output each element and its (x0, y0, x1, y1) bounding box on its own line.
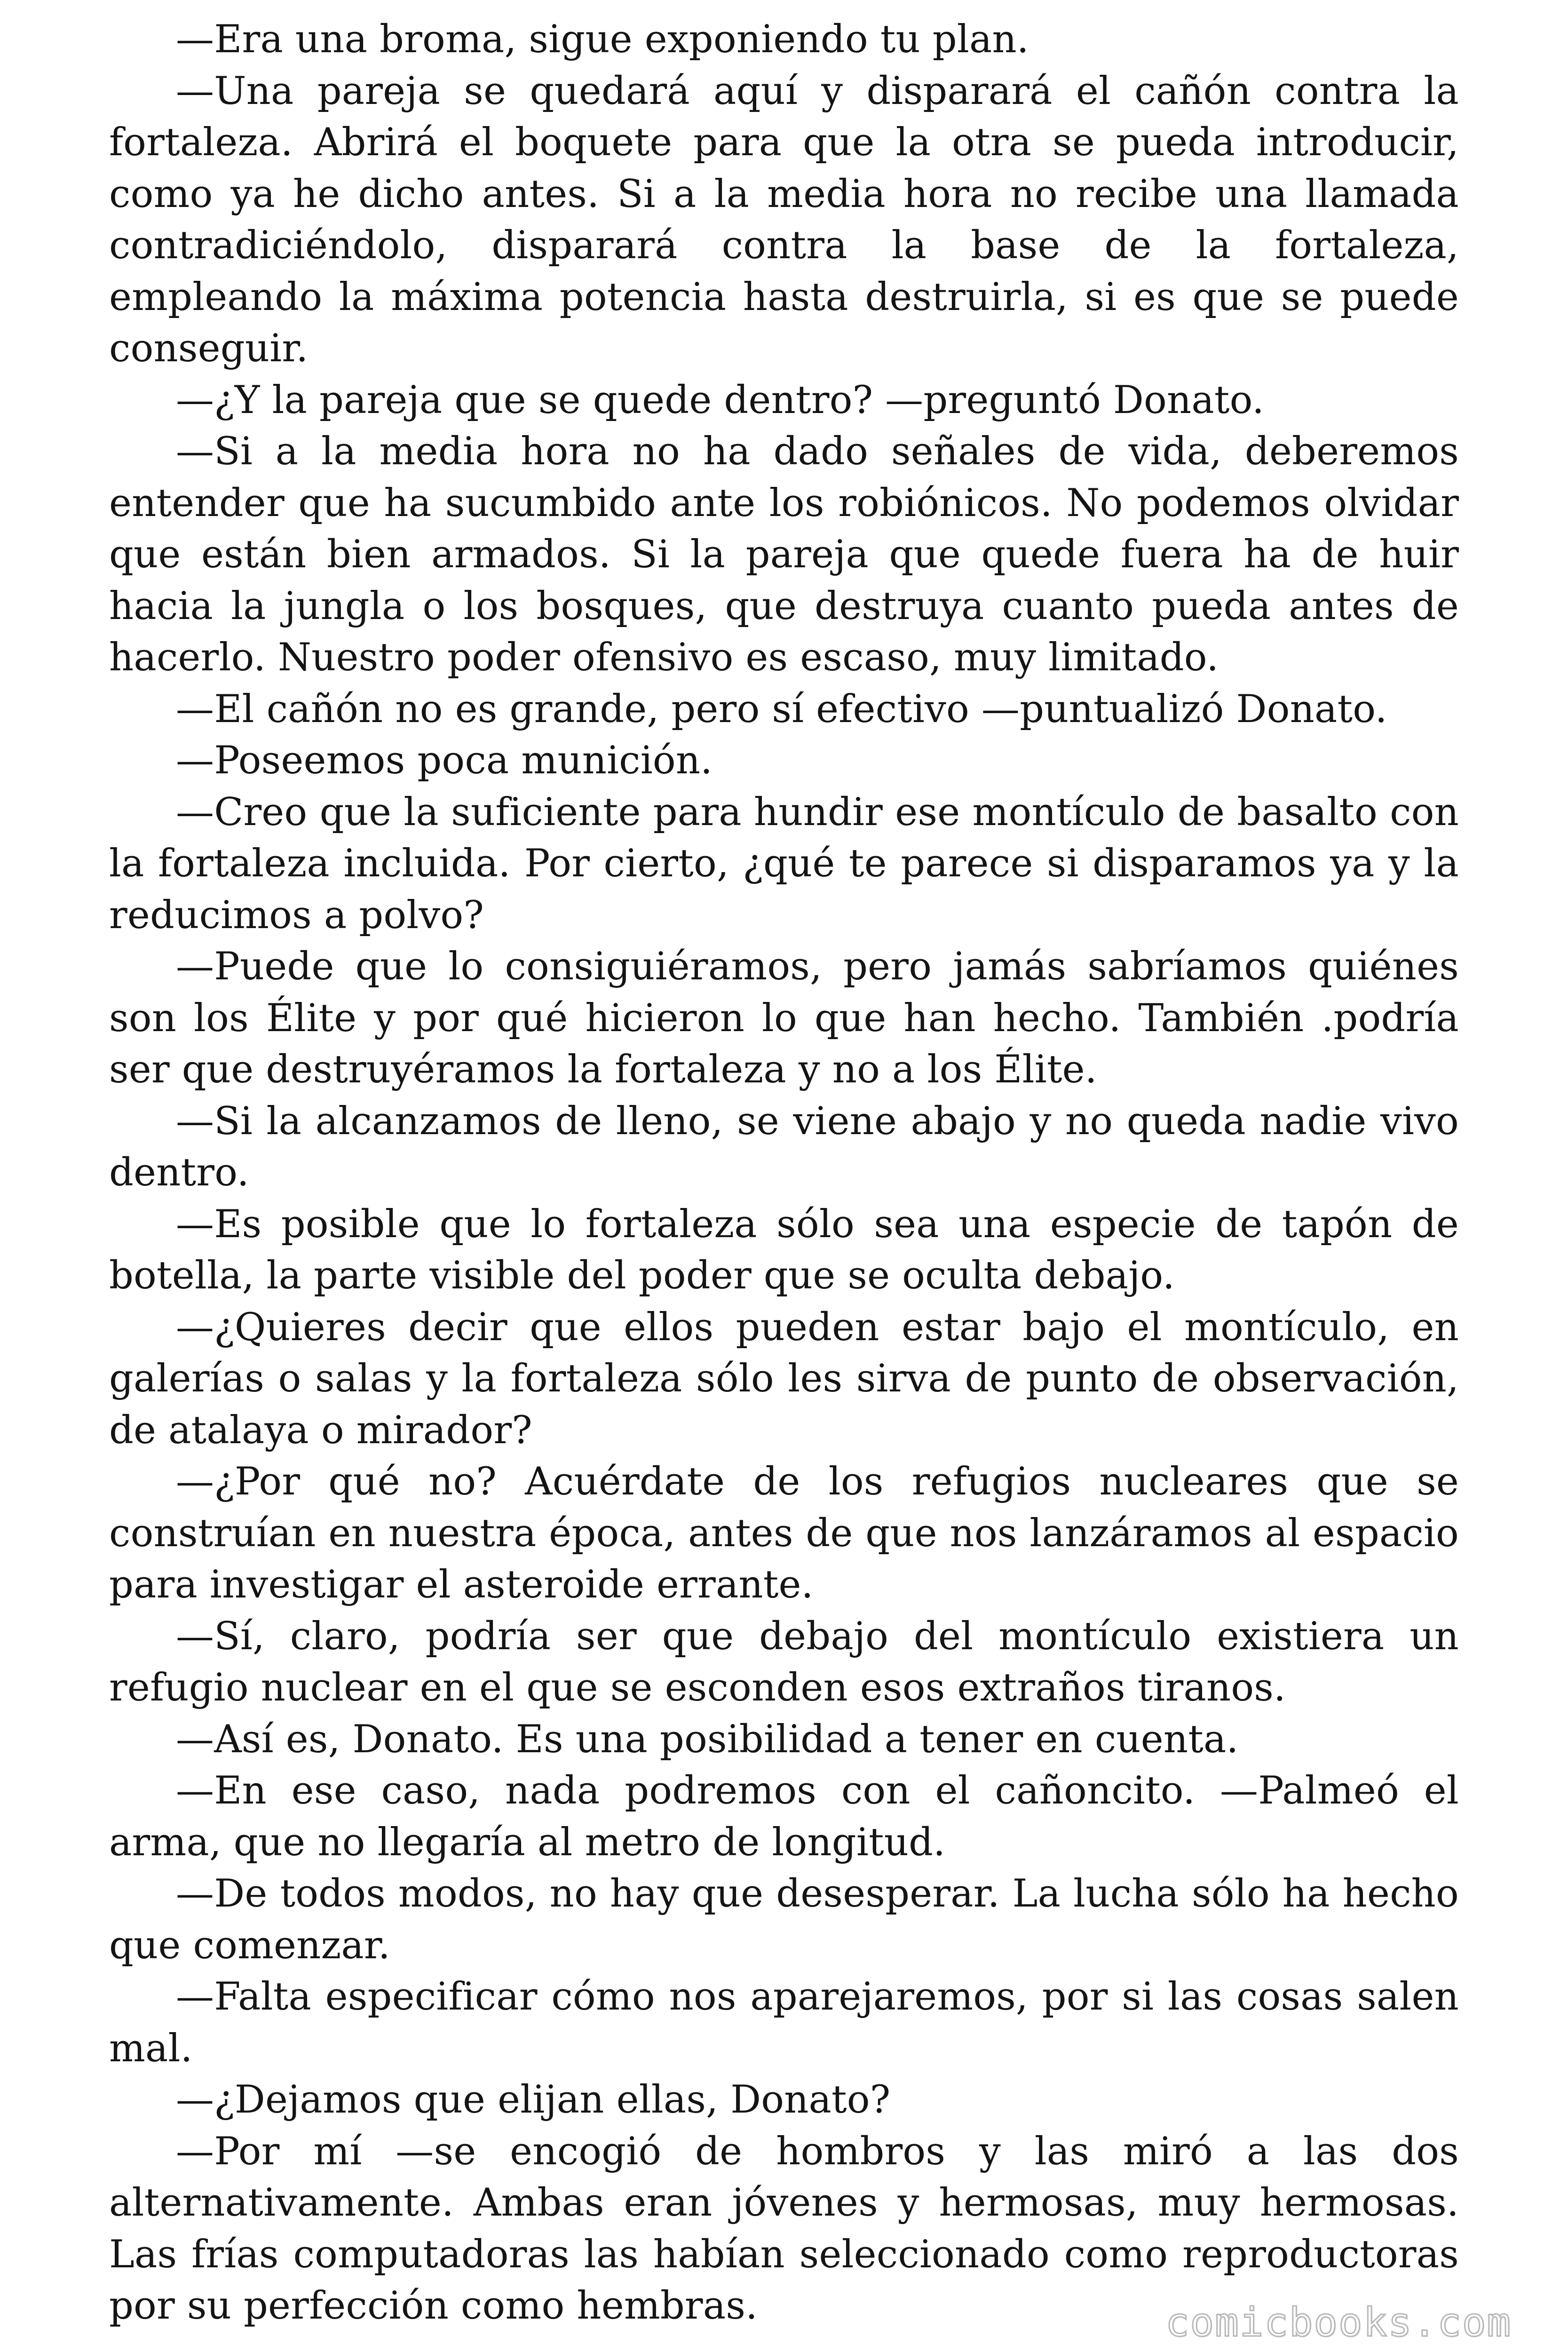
paragraph: —Creo que la suficiente para hundir ese montículo de basalto con la fortaleza incluida. Por cierto, ¿qué te parece si disparamos ya y la reducimos a polvo? (109, 790, 1459, 938)
paragraph: —El cañón no es grande, pero sí efectivo —puntualizó Donato. (176, 687, 1387, 731)
paragraph: —Si a la media hora no ha dado señales de vida, deberemos entender que ha sucumbido ante los robiónicos. No podemos olvidar que están bien armados. Si la pareja que quede fuera ha de huir hacia la jungla o los bosques, que destruya cuanto pueda antes de hacerlo. Nuestro poder ofensivo es escaso, muy limitado. (109, 429, 1459, 680)
paragraph: —Sí, claro, podría ser que debajo del montículo existiera un refugio nuclear en el que se esconden esos extraños tiranos. (109, 1614, 1459, 1710)
paragraph: —De todos modos, no hay que desesperar. La lucha sólo ha hecho que comenzar. (109, 1872, 1459, 1968)
paragraph: —Si la alcanzamos de lleno, se viene abajo y no queda nadie vivo dentro. (109, 1099, 1459, 1195)
paragraph: —Era una broma, sigue exponiendo tu plan. (176, 17, 1029, 62)
paragraph: —Es posible que lo fortaleza sólo sea una especie de tapón de botella, la parte visible del poder que se oculta debajo. (109, 1202, 1459, 1298)
paragraph: —¿Dejamos que elijan ellas, Donato? (176, 2078, 891, 2122)
paragraph: —Puede que lo consiguiéramos, pero jamás sabríamos quiénes son los Élite y por qué hicieron lo que han hecho. También .podría ser que destruyéramos la fortaleza y no a los Élite. (109, 945, 1459, 1092)
paragraph: —¿Quieres decir que ellos pueden estar bajo el montículo, en galerías o salas y la fortaleza sólo les sirva de punto de observación, de atalaya o mirador? (109, 1305, 1459, 1453)
paragraph: —Una pareja se quedará aquí y disparará el cañón contra la fortaleza. Abrirá el boquete para que la otra se pueda introducir, como ya he dicho antes. Si a la media hora no recibe una llamada contradiciéndolo, disparará contra la base de la fortaleza, empleando la máxima potencia hasta destruirla, si es que se puede conseguir. (109, 69, 1459, 371)
paragraph: —Así es, Donato. Es una posibilidad a tener en cuenta. (176, 1717, 1239, 1762)
page-body (109, 14, 1459, 2332)
paragraph: —¿Y la pareja que se quede dentro? —preguntó Donato. (176, 378, 1265, 422)
paragraph: —Poseemos poca munición. (176, 739, 713, 783)
paragraph: —¿Por qué no? Acuérdate de los refugios nucleares que se construían en nuestra época, antes de que nos lanzáramos al espacio para investigar el asteroide errante. (109, 1460, 1459, 1607)
paragraph: —Falta especificar cómo nos aparejaremos, por si las cosas salen mal. (109, 1975, 1459, 2071)
paragraph: —Por mí —se encogió de hombros y las miró a las dos alternativamente. Ambas eran jóvenes y hermosas, muy hermosas. Las frías computadoras las habían seleccionado como reproductoras por su perfección como hembras. (109, 2129, 1459, 2328)
watermark: comicbooks.com (1165, 2299, 1512, 2345)
paragraph: —En ese caso, nada podremos con el cañoncito. —Palmeó el arma, que no llegaría al metro de longitud. (109, 1769, 1459, 1865)
